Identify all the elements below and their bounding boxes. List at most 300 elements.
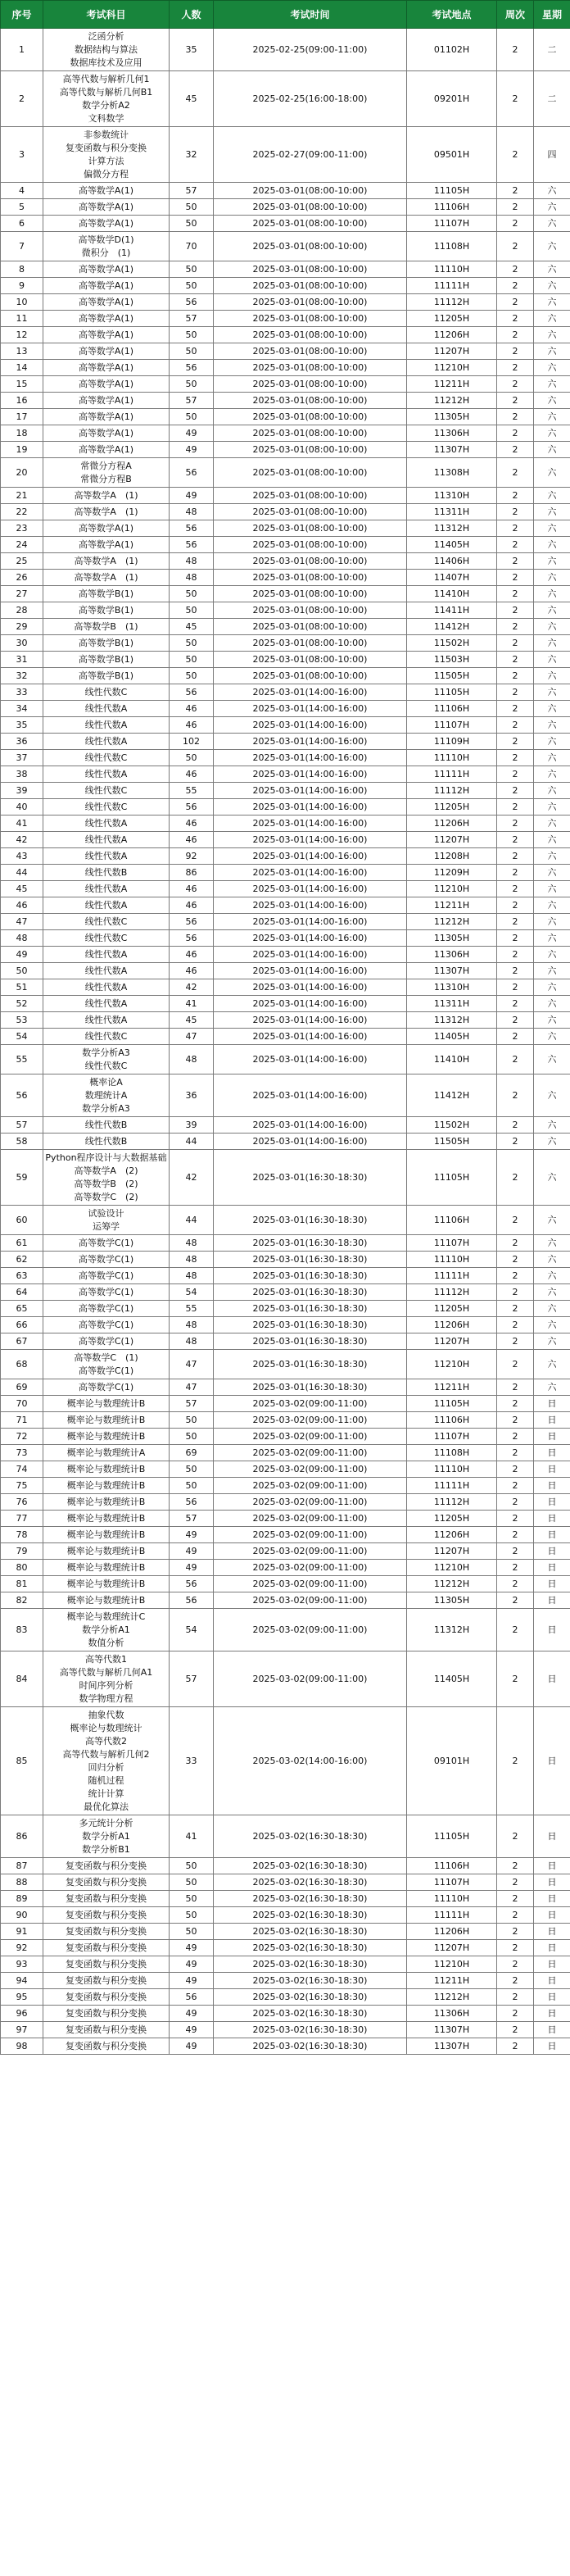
subject-name: 高等数学A(1) [78, 296, 134, 307]
cell-count: 56 [170, 1989, 214, 2006]
table-row [1, 1940, 570, 1956]
cell-room: 11205H [407, 311, 497, 327]
cell-time: 2025-03-01(08:00-10:00) [214, 409, 407, 425]
subject-name: 复变函数与积分变换 [66, 1974, 147, 1986]
cell-no: 32 [1, 668, 43, 684]
cell-subjects [43, 2006, 170, 2022]
cell-count: 49 [170, 442, 214, 458]
cell-count: 50 [170, 1858, 214, 1874]
table-row [1, 1543, 570, 1560]
cell-count: 42 [170, 1150, 214, 1206]
cell-no: 20 [1, 458, 43, 488]
cell-week: 2 [497, 376, 534, 393]
cell-room: 11210H [407, 1350, 497, 1379]
cell-subjects [43, 1956, 170, 1973]
cell-time: 2025-03-01(08:00-10:00) [214, 261, 407, 278]
cell-subjects [43, 1940, 170, 1956]
cell-time: 2025-03-01(14:00-16:00) [214, 914, 407, 930]
subject-name: 数学分析A3 [82, 1102, 130, 1114]
cell-subjects [43, 216, 170, 232]
table-row [1, 914, 570, 930]
cell-room: 11106H [407, 1858, 497, 1874]
cell-count: 50 [170, 1924, 214, 1940]
cell-weekday: 日 [534, 1461, 570, 1478]
cell-weekday: 日 [534, 1924, 570, 1940]
cell-count: 41 [170, 1815, 214, 1858]
cell-count: 56 [170, 537, 214, 553]
cell-room: 11108H [407, 1445, 497, 1461]
cell-no: 86 [1, 1815, 43, 1858]
cell-room: 11503H [407, 652, 497, 668]
cell-room: 11107H [407, 1874, 497, 1891]
cell-week: 2 [497, 1924, 534, 1940]
cell-subjects [43, 979, 170, 996]
table-row [1, 750, 570, 766]
cell-weekday: 日 [534, 1494, 570, 1511]
subject-name: 线性代数A [84, 883, 128, 894]
cell-no: 73 [1, 1445, 43, 1461]
cell-time: 2025-03-01(14:00-16:00) [214, 832, 407, 848]
cell-no: 87 [1, 1858, 43, 1874]
cell-room: 11111H [407, 1268, 497, 1284]
cell-count: 56 [170, 1494, 214, 1511]
cell-weekday: 六 [534, 311, 570, 327]
subject-name: 高等数学A(1) [78, 345, 134, 357]
subject-name: 线性代数B [84, 1119, 128, 1130]
subject-name: 高等代数与解析几何2 [62, 1748, 150, 1760]
cell-week: 2 [497, 127, 534, 183]
cell-week: 2 [497, 619, 534, 635]
cell-no: 88 [1, 1874, 43, 1891]
cell-week: 2 [497, 914, 534, 930]
cell-time: 2025-03-01(08:00-10:00) [214, 393, 407, 409]
cell-no: 17 [1, 409, 43, 425]
subject-name: 线性代数A [84, 817, 128, 829]
table-row [1, 1150, 570, 1206]
cell-weekday: 六 [534, 1150, 570, 1206]
subject-name: 高等数学A (1) [74, 506, 138, 517]
cell-subjects [43, 1527, 170, 1543]
cell-time: 2025-03-01(08:00-10:00) [214, 183, 407, 199]
cell-week: 2 [497, 1940, 534, 1956]
cell-room: 11412H [407, 619, 497, 635]
subject-name: 高等数学A(1) [78, 361, 134, 373]
cell-subjects [43, 1576, 170, 1592]
cell-no: 98 [1, 2038, 43, 2055]
cell-room: 11211H [407, 1379, 497, 1396]
cell-subjects [43, 586, 170, 602]
cell-no: 54 [1, 1029, 43, 1045]
cell-subjects [43, 602, 170, 619]
cell-week: 2 [497, 1134, 534, 1150]
table-row [1, 1206, 570, 1235]
cell-weekday: 六 [534, 1317, 570, 1333]
cell-time: 2025-03-01(14:00-16:00) [214, 1012, 407, 1029]
table-row [1, 1445, 570, 1461]
cell-week: 2 [497, 520, 534, 537]
cell-weekday: 六 [534, 799, 570, 816]
cell-room: 11505H [407, 668, 497, 684]
subject-name: 复变函数与积分变换 [66, 142, 147, 153]
cell-count: 50 [170, 1429, 214, 1445]
cell-time: 2025-03-01(14:00-16:00) [214, 1074, 407, 1117]
cell-no: 56 [1, 1074, 43, 1117]
table-row [1, 652, 570, 668]
subject-name: 概率论与数理统计B [66, 1463, 146, 1474]
subject-name: 高等数学B(1) [78, 637, 134, 648]
cell-subjects [43, 734, 170, 750]
subject-name: 线性代数C [84, 784, 128, 796]
cell-no: 58 [1, 1134, 43, 1150]
cell-week: 2 [497, 537, 534, 553]
cell-no: 12 [1, 327, 43, 343]
cell-subjects [43, 261, 170, 278]
table-row [1, 1350, 570, 1379]
cell-no: 70 [1, 1396, 43, 1412]
cell-time: 2025-03-02(09:00-11:00) [214, 1478, 407, 1494]
subject-name: 复变函数与积分变换 [66, 1909, 147, 1920]
cell-count: 57 [170, 1511, 214, 1527]
cell-weekday: 六 [534, 393, 570, 409]
subject-name: 线性代数A [84, 1014, 128, 1025]
cell-subjects [43, 537, 170, 553]
cell-week: 2 [497, 504, 534, 520]
cell-room: 11210H [407, 881, 497, 897]
header-weekday: 星期 [534, 1, 570, 29]
cell-room: 11312H [407, 520, 497, 537]
cell-week: 2 [497, 1268, 534, 1284]
cell-count: 56 [170, 930, 214, 947]
cell-room: 11212H [407, 393, 497, 409]
cell-count: 48 [170, 1252, 214, 1268]
cell-subjects [43, 520, 170, 537]
cell-week: 2 [497, 1429, 534, 1445]
cell-count: 49 [170, 1973, 214, 1989]
cell-room: 11110H [407, 1891, 497, 1907]
cell-time: 2025-02-25(09:00-11:00) [214, 29, 407, 71]
cell-count: 35 [170, 29, 214, 71]
cell-subjects [43, 1284, 170, 1301]
cell-subjects [43, 684, 170, 701]
cell-no: 39 [1, 783, 43, 799]
cell-week: 2 [497, 1592, 534, 1609]
subject-name: 高等数学A (2) [74, 1165, 138, 1176]
cell-count: 56 [170, 520, 214, 537]
table-row [1, 635, 570, 652]
cell-subjects [43, 1651, 170, 1707]
subject-name: 线性代数A [84, 719, 128, 730]
cell-week: 2 [497, 1012, 534, 1029]
cell-subjects [43, 1461, 170, 1478]
cell-time: 2025-03-02(09:00-11:00) [214, 1592, 407, 1609]
cell-weekday: 日 [534, 1651, 570, 1707]
header-week: 周次 [497, 1, 534, 29]
cell-week: 2 [497, 311, 534, 327]
cell-time: 2025-03-01(16:30-18:30) [214, 1301, 407, 1317]
cell-week: 2 [497, 278, 534, 294]
table-row [1, 1511, 570, 1527]
subject-name: 高等数学D(1) [78, 234, 134, 245]
subject-name: 概率论与数理统计B [66, 1430, 146, 1442]
cell-week: 2 [497, 1543, 534, 1560]
cell-subjects [43, 278, 170, 294]
cell-weekday: 六 [534, 1134, 570, 1150]
cell-subjects [43, 232, 170, 261]
cell-count: 48 [170, 1045, 214, 1074]
cell-no: 91 [1, 1924, 43, 1940]
cell-count: 49 [170, 1956, 214, 1973]
cell-no: 29 [1, 619, 43, 635]
table-row [1, 1576, 570, 1592]
cell-subjects [43, 1478, 170, 1494]
cell-weekday: 六 [534, 586, 570, 602]
cell-weekday: 六 [534, 278, 570, 294]
cell-subjects [43, 1350, 170, 1379]
cell-no: 61 [1, 1235, 43, 1252]
cell-time: 2025-03-01(14:00-16:00) [214, 881, 407, 897]
table-row [1, 488, 570, 504]
cell-subjects [43, 1543, 170, 1560]
subject-name: 线性代数C [84, 752, 128, 763]
cell-no: 49 [1, 947, 43, 963]
cell-no: 96 [1, 2006, 43, 2022]
table-row [1, 360, 570, 376]
subject-name: 高等数学A(1) [78, 263, 134, 275]
table-row [1, 1924, 570, 1940]
table-row [1, 1301, 570, 1317]
cell-week: 2 [497, 848, 534, 865]
cell-room: 11207H [407, 1543, 497, 1560]
subject-name: 数学分析A1 [82, 1830, 130, 1842]
subject-name: 概率论与数理统计B [66, 1594, 146, 1606]
cell-room: 11110H [407, 750, 497, 766]
subject-name: 复变函数与积分变换 [66, 1942, 147, 1953]
table-row [1, 1989, 570, 2006]
cell-room: 11205H [407, 1511, 497, 1527]
cell-week: 2 [497, 947, 534, 963]
table-body [1, 29, 570, 2055]
table-row [1, 1494, 570, 1511]
cell-time: 2025-03-01(14:00-16:00) [214, 865, 407, 881]
cell-room: 09201H [407, 71, 497, 127]
cell-week: 2 [497, 701, 534, 717]
cell-weekday: 六 [534, 504, 570, 520]
cell-subjects [43, 1252, 170, 1268]
cell-weekday: 六 [534, 897, 570, 914]
table-row [1, 409, 570, 425]
cell-count: 50 [170, 602, 214, 619]
cell-week: 2 [497, 799, 534, 816]
subject-name: 概率论与数理统计C [66, 1611, 146, 1622]
cell-weekday: 六 [534, 816, 570, 832]
cell-count: 57 [170, 393, 214, 409]
cell-week: 2 [497, 684, 534, 701]
table-row [1, 425, 570, 442]
subject-name: 数学分析A3 [82, 1047, 130, 1058]
subject-name: 高等数学A(1) [78, 201, 134, 212]
cell-weekday: 六 [534, 783, 570, 799]
cell-subjects [43, 1268, 170, 1284]
cell-weekday: 日 [534, 2006, 570, 2022]
cell-subjects [43, 294, 170, 311]
cell-weekday: 六 [534, 1074, 570, 1117]
cell-count: 41 [170, 996, 214, 1012]
subject-name: 高等数学A(1) [78, 184, 134, 196]
cell-subjects [43, 816, 170, 832]
cell-room: 11405H [407, 1029, 497, 1045]
cell-time: 2025-03-01(08:00-10:00) [214, 458, 407, 488]
table-row [1, 1045, 570, 1074]
cell-time: 2025-03-02(16:30-18:30) [214, 2006, 407, 2022]
cell-week: 2 [497, 881, 534, 897]
subject-name: 复变函数与积分变换 [66, 1876, 147, 1888]
cell-weekday: 六 [534, 261, 570, 278]
table-row [1, 2022, 570, 2038]
cell-week: 2 [497, 930, 534, 947]
table-row [1, 343, 570, 360]
subject-name: 高等数学B (2) [74, 1178, 138, 1189]
cell-subjects [43, 1117, 170, 1134]
cell-time: 2025-03-01(08:00-10:00) [214, 570, 407, 586]
cell-time: 2025-03-02(09:00-11:00) [214, 1445, 407, 1461]
subject-name: 高等数学A(1) [78, 217, 134, 229]
subject-name: 线性代数C [84, 801, 128, 812]
subject-name: 线性代数C [84, 915, 128, 927]
cell-no: 65 [1, 1301, 43, 1317]
cell-week: 2 [497, 1117, 534, 1134]
table-row [1, 1379, 570, 1396]
cell-room: 11105H [407, 1150, 497, 1206]
cell-weekday: 六 [534, 360, 570, 376]
cell-weekday: 日 [534, 1478, 570, 1494]
cell-time: 2025-03-01(14:00-16:00) [214, 766, 407, 783]
cell-weekday: 六 [534, 996, 570, 1012]
cell-week: 2 [497, 586, 534, 602]
cell-count: 47 [170, 1379, 214, 1396]
cell-room: 11105H [407, 1396, 497, 1412]
cell-no: 19 [1, 442, 43, 458]
cell-count: 49 [170, 2006, 214, 2022]
cell-weekday: 日 [534, 1973, 570, 1989]
cell-room: 11211H [407, 897, 497, 914]
subject-name: 运筹学 [93, 1220, 120, 1232]
table-row [1, 832, 570, 848]
cell-room: 11111H [407, 1478, 497, 1494]
cell-room: 11212H [407, 914, 497, 930]
table-row [1, 668, 570, 684]
subject-name: 计算方法 [88, 155, 124, 166]
cell-room: 11105H [407, 183, 497, 199]
subject-name: 概率论与数理统计B [66, 1529, 146, 1540]
subject-name: 高等数学A(1) [78, 522, 134, 534]
subject-name: 高等数学A(1) [78, 443, 134, 455]
cell-count: 50 [170, 635, 214, 652]
table-row [1, 766, 570, 783]
cell-week: 2 [497, 1576, 534, 1592]
cell-count: 86 [170, 865, 214, 881]
cell-time: 2025-03-01(08:00-10:00) [214, 311, 407, 327]
cell-no: 42 [1, 832, 43, 848]
cell-subjects [43, 360, 170, 376]
cell-no: 10 [1, 294, 43, 311]
cell-room: 11112H [407, 783, 497, 799]
cell-subjects [43, 127, 170, 183]
subject-name: 高等数学C(1) [78, 1319, 134, 1330]
cell-no: 63 [1, 1268, 43, 1284]
cell-room: 11305H [407, 409, 497, 425]
table-row [1, 553, 570, 570]
table-row [1, 327, 570, 343]
cell-subjects [43, 570, 170, 586]
cell-room: 11111H [407, 1907, 497, 1924]
cell-weekday: 六 [534, 232, 570, 261]
cell-count: 48 [170, 1235, 214, 1252]
subject-name: 随机过程 [88, 1774, 124, 1786]
cell-subjects [43, 504, 170, 520]
cell-count: 46 [170, 816, 214, 832]
cell-week: 2 [497, 865, 534, 881]
cell-time: 2025-03-01(14:00-16:00) [214, 684, 407, 701]
cell-week: 2 [497, 635, 534, 652]
cell-count: 50 [170, 1874, 214, 1891]
subject-name: 概率论与数理统计B [66, 1512, 146, 1524]
cell-time: 2025-03-02(16:30-18:30) [214, 1858, 407, 1874]
subject-name: 数学分析A2 [82, 99, 130, 111]
subject-name: 高等数学C(1) [78, 1270, 134, 1281]
cell-room: 11208H [407, 848, 497, 865]
cell-week: 2 [497, 327, 534, 343]
cell-week: 2 [497, 1527, 534, 1543]
table-row [1, 717, 570, 734]
subject-name: 数理统计A [84, 1089, 128, 1101]
cell-time: 2025-03-01(14:00-16:00) [214, 783, 407, 799]
cell-subjects [43, 1445, 170, 1461]
cell-count: 50 [170, 1891, 214, 1907]
cell-room: 11410H [407, 586, 497, 602]
cell-weekday: 六 [534, 1252, 570, 1268]
subject-name: 高等数学A(1) [78, 378, 134, 389]
table-row [1, 1134, 570, 1150]
cell-count: 50 [170, 278, 214, 294]
cell-subjects [43, 1134, 170, 1150]
cell-room: 09101H [407, 1707, 497, 1815]
cell-subjects [43, 914, 170, 930]
cell-no: 30 [1, 635, 43, 652]
cell-no: 55 [1, 1045, 43, 1074]
table-row [1, 816, 570, 832]
cell-week: 2 [497, 1074, 534, 1117]
cell-time: 2025-03-01(16:30-18:30) [214, 1206, 407, 1235]
table-row [1, 294, 570, 311]
table-row [1, 1317, 570, 1333]
cell-subjects [43, 1301, 170, 1317]
cell-room: 11206H [407, 816, 497, 832]
cell-time: 2025-03-02(16:30-18:30) [214, 1815, 407, 1858]
table-row [1, 1333, 570, 1350]
cell-no: 57 [1, 1117, 43, 1134]
cell-weekday: 日 [534, 1956, 570, 1973]
cell-count: 56 [170, 458, 214, 488]
cell-subjects [43, 897, 170, 914]
cell-subjects [43, 1206, 170, 1235]
cell-time: 2025-03-01(08:00-10:00) [214, 425, 407, 442]
cell-week: 2 [497, 1317, 534, 1333]
cell-week: 2 [497, 2038, 534, 2055]
cell-no: 94 [1, 1973, 43, 1989]
cell-subjects [43, 668, 170, 684]
subject-name: 抽象代数 [88, 1709, 124, 1720]
cell-weekday: 六 [534, 183, 570, 199]
